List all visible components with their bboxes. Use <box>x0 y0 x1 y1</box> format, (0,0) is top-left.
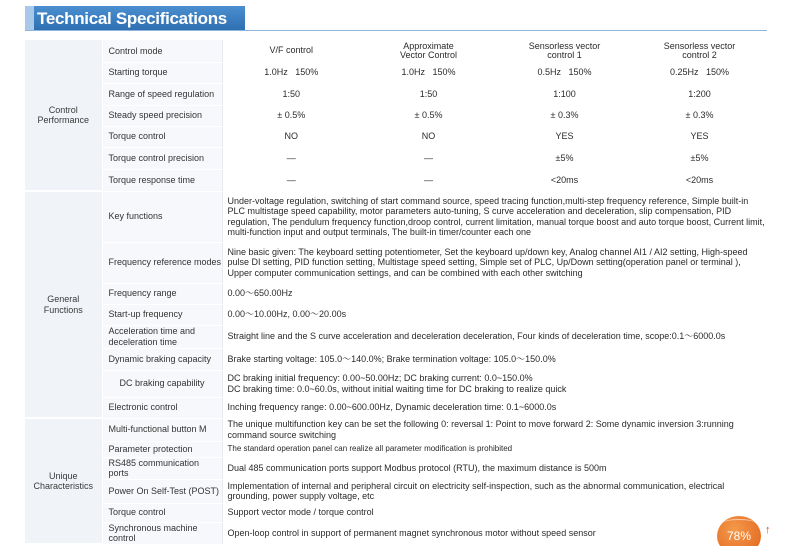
cell: 0.00～10.00Hz, 0.00～20.00s <box>222 304 767 325</box>
cell: 1:100 <box>497 83 632 105</box>
cell <box>632 40 767 62</box>
table-row <box>25 325 767 348</box>
row-label: Multi-functional button M <box>102 418 222 441</box>
cell: — <box>360 147 497 169</box>
category-unique-characteristics <box>25 418 102 544</box>
cell: YES <box>497 126 632 147</box>
cell: ± 0.5% <box>222 105 360 126</box>
table-row <box>25 40 767 62</box>
row-label: Acceleration time and deceleration time <box>102 325 222 348</box>
cell: 1.0Hz 150% <box>360 62 497 83</box>
cell <box>497 40 632 62</box>
cell: ±5% <box>632 147 767 169</box>
table-row <box>25 479 767 503</box>
table-row <box>25 304 767 325</box>
cell: ± 0.5% <box>360 105 497 126</box>
cell: — <box>360 169 497 191</box>
cell: The unique multifunction key can be set the following 0: reversal 1: Point to move forward 2: Some dynamic inversion 3:running command source switching <box>222 418 767 441</box>
cell: Implementation of internal and peripheral circuit on electricity self-inspection, such as the abnormal communication, electrical grounding, power supply voltage, etc <box>222 479 767 503</box>
table-row <box>25 83 767 105</box>
row-label: DC braking capability <box>102 370 222 397</box>
cell: YES <box>632 126 767 147</box>
table-row <box>25 370 767 397</box>
specifications-table <box>25 40 767 545</box>
category-general-functions <box>25 191 102 418</box>
cell-text: Sensorless vector control 1 <box>528 40 601 60</box>
cell: NO <box>222 126 360 147</box>
row-label: Frequency range <box>102 283 222 304</box>
category-control-performance <box>25 40 102 191</box>
cell: <20ms <box>632 169 767 191</box>
table-row <box>25 147 767 169</box>
row-label: Start-up frequency <box>102 304 222 325</box>
table-row <box>25 503 767 522</box>
row-label: Torque control <box>102 126 222 147</box>
cell: Inching frequency range: 0.00~600.00Hz, Dynamic deceleration time: 0.1~6000.0s <box>222 397 767 418</box>
row-label: Dynamic braking capacity <box>102 348 222 370</box>
cell-text: Approximate Vector Control <box>399 40 458 60</box>
cell: Nine basic given: The keyboard setting potentiometer, Set the keyboard up/down key, Analog channel AI1 / AI2 setting, High-speed pulse DI setting, PID function setting, Multistage speed setting, Simple set of PLC, Up/Down setting(operation panel or terminal ), Upper computer communication settings, and can be combined with each other switching <box>222 242 767 283</box>
cell: ±5% <box>497 147 632 169</box>
cell: Straight line and the S curve acceleration and deceleration deceleration, Four kinds of deceleration time, scope:0.1～6000.0s <box>222 325 767 348</box>
header-rule <box>25 30 767 31</box>
row-label: Power On Self-Test (POST) <box>102 479 222 503</box>
table-row <box>25 191 767 242</box>
cell: Dual 485 communication ports support Modbus protocol (RTU), the maximum distance is 500m <box>222 457 767 479</box>
cell: The standard operation panel can realize all parameter modification is prohibited <box>222 441 767 457</box>
row-label: RS485 communication ports <box>102 457 222 479</box>
category-label: General Functions <box>43 294 83 315</box>
cell: Brake starting voltage: 105.0～140.0%; Brake termination voltage: 105.0～150.0% <box>222 348 767 370</box>
cell: V/F control <box>222 40 360 62</box>
cell: 1:200 <box>632 83 767 105</box>
cell: 1:50 <box>222 83 360 105</box>
cell: NO <box>360 126 497 147</box>
category-label: Unique Characteristics <box>33 470 93 491</box>
table-row <box>25 105 767 126</box>
dot-icon: · <box>767 541 770 546</box>
row-label: Range of speed regulation <box>102 83 222 105</box>
cell: 0.5Hz 150% <box>497 62 632 83</box>
cell: 1.0Hz 150% <box>222 62 360 83</box>
table-row <box>25 242 767 283</box>
badge-ring <box>723 519 755 527</box>
row-label: Steady speed precision <box>102 105 222 126</box>
row-label: Electronic control <box>102 397 222 418</box>
cell: 0.25Hz 150% <box>632 62 767 83</box>
row-label: Frequency reference modes <box>102 242 222 283</box>
table-row <box>25 397 767 418</box>
arrow-up-icon[interactable]: ↑ <box>765 524 771 536</box>
cell: <20ms <box>497 169 632 191</box>
cell: 0.00～650.00Hz <box>222 283 767 304</box>
row-label: Torque control precision <box>102 147 222 169</box>
table-row <box>25 62 767 83</box>
row-label: Torque control <box>102 503 222 522</box>
table-row <box>25 126 767 147</box>
category-label: Control Performance <box>37 104 90 125</box>
cell-text: Sensorless vector control 2 <box>663 40 736 60</box>
table-row <box>25 522 767 544</box>
cell: Support vector mode / torque control <box>222 503 767 522</box>
cell: 1:50 <box>360 83 497 105</box>
table-row <box>25 169 767 191</box>
header-accent <box>25 6 34 30</box>
table-row <box>25 418 767 441</box>
cell: — <box>222 147 360 169</box>
cell: Under-voltage regulation, switching of start command source, speed tracing function,multi-step frequency reference, Simple built-in PLC multistage speed capability, motor parameters auto-tuning, S curve acceleration and deceleration, slip compensation, PID regulation, The pendulum frequency function,droop control, current limitation, manual torque boost and auto torque boost, Current limit, multi-function input and output terminals, The built-in timer/counter each one <box>222 191 767 242</box>
row-label: Control mode <box>102 40 222 62</box>
row-label: Key functions <box>102 191 222 242</box>
zoom-percentage: 78% <box>726 529 752 543</box>
row-label: Starting torque <box>102 62 222 83</box>
cell <box>360 40 497 62</box>
table-row <box>25 283 767 304</box>
row-label: Synchronous machine control <box>102 522 222 544</box>
cell: ± 0.3% <box>632 105 767 126</box>
header-title: Technical Specifications <box>37 9 227 28</box>
cell: DC braking initial frequency: 0.00~50.00Hz; DC braking current: 0.0~150.0% DC braking time: 0.0~60.0s, without initial waiting time for DC braking to realize quick <box>222 370 767 397</box>
row-label: Torque response time <box>102 169 222 191</box>
cell: ± 0.3% <box>497 105 632 126</box>
table-row <box>25 457 767 479</box>
cell: — <box>222 169 360 191</box>
table-row <box>25 348 767 370</box>
table-row <box>25 441 767 457</box>
row-label: Parameter protection <box>102 441 222 457</box>
section-header <box>25 6 245 30</box>
cell: Open-loop control in support of permanent magnet synchronous motor without speed sensor <box>222 522 767 544</box>
